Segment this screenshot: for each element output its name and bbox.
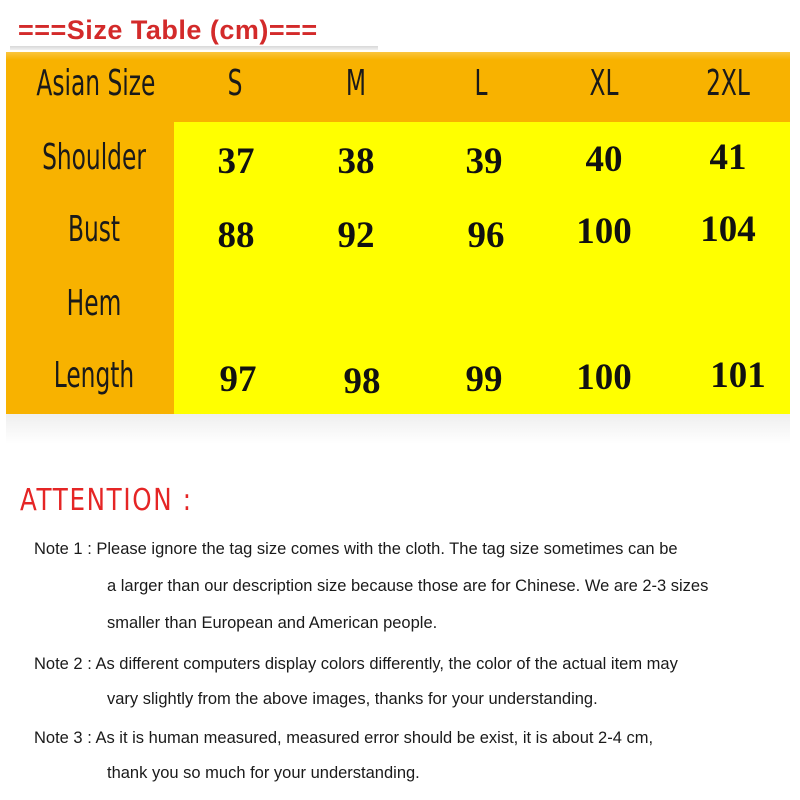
row-label-shoulder: Shoulder [42,137,146,178]
value-bust-2xl: 104 [700,209,756,250]
value-length-s: 97 [219,359,257,400]
note-3-prefix: Note 3 : [34,729,96,747]
note-2-line-1: As different computers display colors differently, the color of the actual item may [95,655,678,673]
note-2-first-line [34,654,678,674]
note-2-prefix: Note 2 : [34,655,96,673]
note-3-line-1: As it is human measured, measured error should be exist, it is about 2-4 cm, [95,729,654,747]
table-top-shade [6,52,790,60]
title-underline [10,46,378,50]
value-length-xl: 100 [576,357,632,398]
value-shoulder-m: 38 [337,141,375,182]
note-1-first-line [34,539,678,559]
header-size-xl: XL [589,63,619,104]
note-2-line-2: vary slightly from the above images, thanks for your understanding. [107,690,598,708]
header-size-m: M [345,63,367,104]
value-length-l: 99 [465,359,503,400]
note-1-prefix: Note 1 : [34,540,97,558]
value-length-2xl: 101 [710,355,766,396]
value-shoulder-2xl: 41 [709,137,747,178]
value-length-m: 98 [343,361,381,402]
header-size-l: L [474,63,488,104]
value-bust-xl: 100 [576,211,632,252]
value-bust-s: 88 [217,215,255,256]
value-bust-m: 92 [337,215,375,256]
note-3-line-2: thank you so much for your understanding. [107,764,420,782]
value-shoulder-l: 39 [465,141,503,182]
size-table [6,52,790,414]
note-3-first-line [34,728,653,748]
value-shoulder-s: 37 [217,141,255,182]
table-reflection [6,414,790,444]
header-size-2xl: 2XL [706,63,750,104]
row-label-length: Length [53,355,135,396]
size-table-title: ===Size Table (cm)=== [18,15,318,45]
value-bust-l: 96 [467,215,505,256]
header-asian-size: Asian Size [36,63,156,104]
note-1-line-1: Please ignore the tag size comes with the cloth. The tag size sometimes can be [96,540,678,558]
attention-heading: ATTENTION : [20,483,193,518]
value-shoulder-xl: 40 [585,139,623,180]
row-label-bust: Bust [67,209,121,250]
note-1-line-2: a larger than our description size because those are for Chinese. We are 2-3 sizes [107,577,709,595]
note-1-line-3: smaller than European and American people. [107,614,438,632]
header-size-s: S [227,63,243,104]
row-label-hem: Hem [66,283,122,324]
